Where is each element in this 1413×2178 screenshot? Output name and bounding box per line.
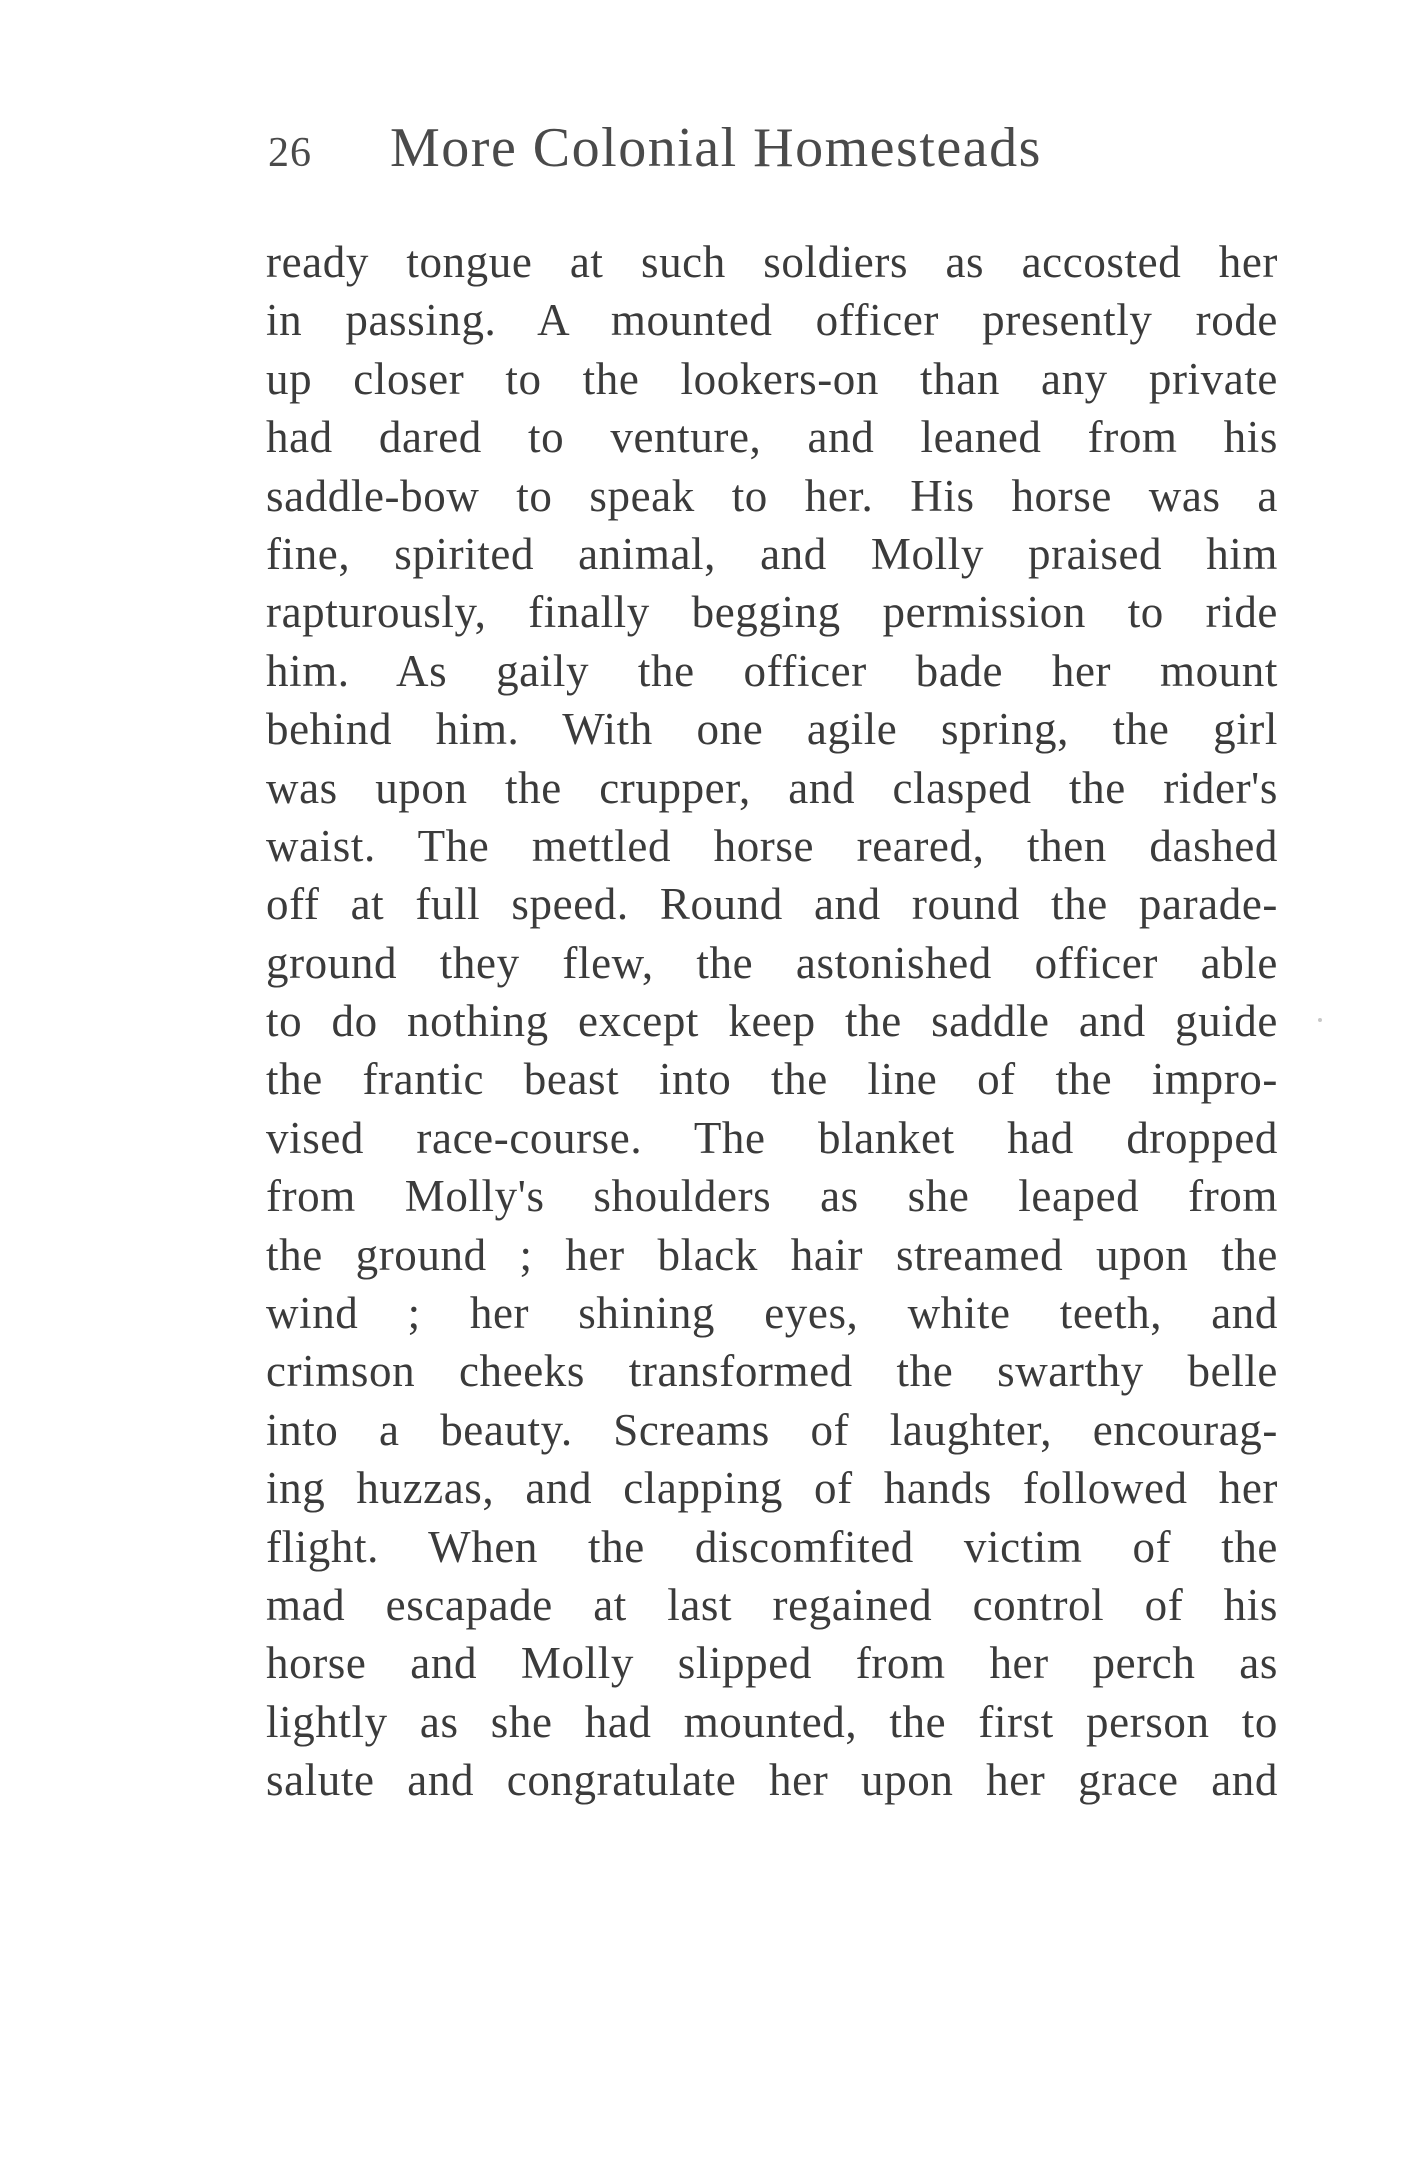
text-line: horse and Molly slipped from her perch as: [266, 1638, 1278, 1689]
text-line: saddle-bow to speak to her. His horse was a: [266, 470, 1278, 521]
text-line: crimson cheeks transformed the swarthy belle: [266, 1346, 1278, 1397]
text-line: salute and congratulate her upon her grace and: [266, 1755, 1278, 1806]
page-number: 26: [268, 130, 312, 176]
text-line: the ground ; her black hair streamed upon the: [266, 1229, 1278, 1280]
text-line: ing huzzas, and clapping of hands followed her: [266, 1463, 1278, 1514]
text-line: lightly as she had mounted, the first person to: [266, 1696, 1278, 1747]
body-text: [266, 233, 1278, 1810]
text-line: was upon the crupper, and clasped the rider's: [266, 762, 1278, 813]
text-line: wind ; her shining eyes, white teeth, and: [266, 1288, 1278, 1339]
text-line: had dared to venture, and leaned from his: [266, 412, 1278, 463]
text-line: vised race-course. The blanket had dropped: [266, 1112, 1278, 1163]
text-line: from Molly's shoulders as she leaped from: [266, 1171, 1278, 1222]
text-line: rapturously, finally begging permission to ride: [266, 587, 1278, 638]
text-line: fine, spirited animal, and Molly praised him: [266, 528, 1278, 579]
paper-speck: [1318, 1018, 1322, 1022]
text-line: to do nothing except keep the saddle and guide: [266, 996, 1278, 1047]
text-line: ground they flew, the astonished officer able: [266, 937, 1278, 988]
text-line: him. As gaily the officer bade her mount: [266, 645, 1278, 696]
text-line: ready tongue at such soldiers as accosted her: [266, 237, 1278, 287]
text-line: off at full speed. Round and round the parade-: [266, 879, 1278, 930]
text-line: into a beauty. Screams of laughter, encourag-: [266, 1404, 1278, 1455]
running-title: More Colonial Homesteads: [390, 117, 1042, 179]
text-line: the frantic beast into the line of the impro-: [266, 1054, 1278, 1105]
text-line: waist. The mettled horse reared, then dashed: [266, 820, 1278, 871]
text-line: mad escapade at last regained control of his: [266, 1579, 1278, 1630]
running-head: [268, 116, 1042, 186]
text-line: behind him. With one agile spring, the girl: [266, 704, 1278, 755]
text-line: in passing. A mounted officer presently rode: [266, 295, 1278, 346]
text-line: up closer to the lookers-on than any private: [266, 353, 1278, 404]
text-line: flight. When the discomfited victim of the: [266, 1521, 1278, 1572]
